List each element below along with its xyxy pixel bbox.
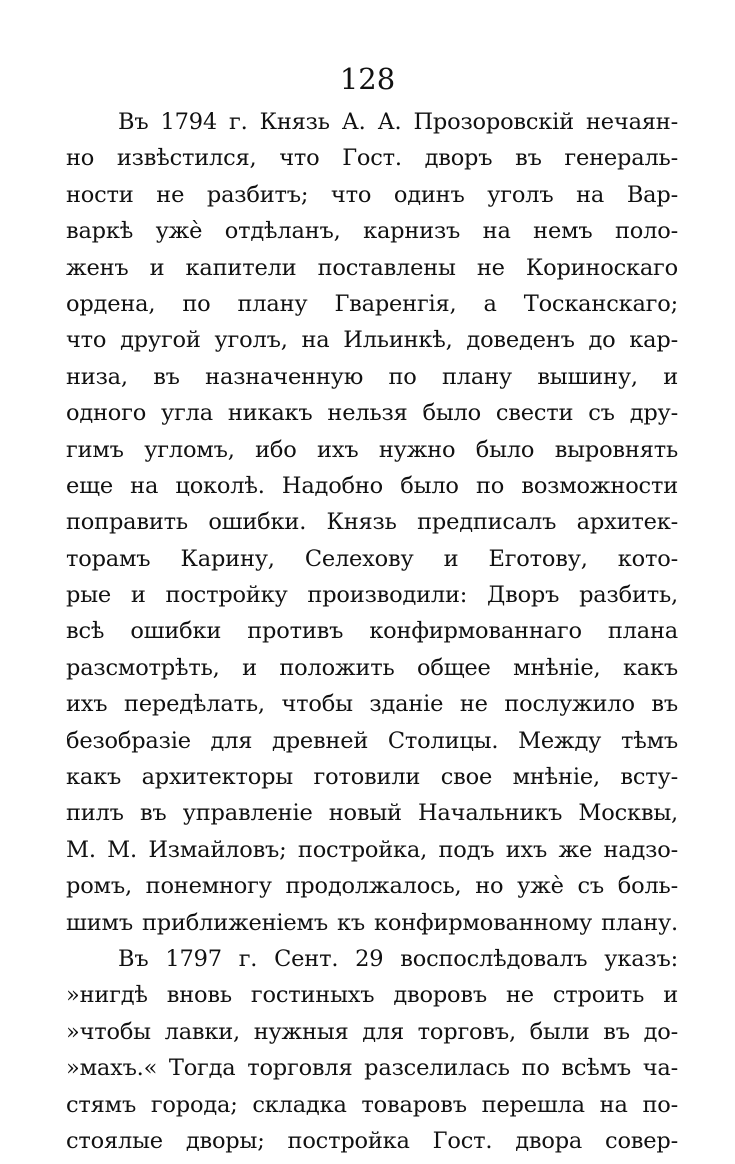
text-line: »нигдѣ вновь гостиныхъ дворовъ не строить и [66,982,678,1009]
text-line: Въ 1797 г. Сент. 29 воспослѣдовалъ указъ: [118,945,678,972]
text-line: что другой уголъ, на Ильинкѣ, доведенъ до кар- [66,327,678,354]
text-line: ности не разбитъ; что одинъ уголъ на Вар- [66,181,678,208]
text-line: пилъ въ управленіе новый Начальникъ Москвы, [66,800,678,827]
text-line: »чтобы лавки, нужныя для торговъ, были въ до- [66,1018,678,1045]
text-line: поправить ошибки. Князь предписалъ архитек- [66,509,678,536]
text-line: низа, въ назначенную по плану вышину, и [66,363,678,390]
text-line: »махъ.« Тогда торговля разселилась по всѣмъ ча- [66,1055,678,1082]
text-line: шимъ приближеніемъ къ конфирмованному плану. [66,909,678,936]
text-line: ихъ передѣлать, чтобы зданіе не послужило въ [66,691,678,718]
text-line: гимъ угломъ, ибо ихъ нужно было выровнять [66,436,678,463]
text-line: но извѣстился, что Гост. дворъ въ генераль- [66,145,678,172]
body-text [66,104,678,1159]
text-line: одного угла никакъ нельзя было свести съ дру- [66,400,678,427]
text-line: женъ и капители поставлены не Кориноскаго [66,254,678,281]
text-line: разсмотрѣть, и положить общее мнѣніе, какъ [66,654,678,681]
text-line: какъ архитекторы готовили свое мнѣніе, всту- [66,764,678,791]
text-line: ромъ, понемногу продолжалось, но ужѐ съ боль- [66,873,678,900]
text-line: ордена, по плану Гваренгія, а Тосканскаго; [66,290,678,317]
text-line: еще на цоколѣ. Надобно было по возможности [66,472,678,499]
text-line: рые и постройку производили: Дворъ разбить, [66,582,678,609]
page-number: 128 [339,62,396,96]
text-line: М. М. Измайловъ; постройка, подъ ихъ же надзо- [66,836,678,863]
text-line: стямъ города; складка товаровъ перешла на по- [66,1091,678,1118]
text-line: торамъ Карину, Селехову и Еготову, кото- [66,545,678,572]
text-line: варкѣ ужѐ отдѣланъ, карнизъ на немъ поло- [66,218,678,245]
text-line: Въ 1794 г. Князь А. А. Прозоровскій нечаян- [118,109,678,135]
text-line: безобразіе для древней Столицы. Между тѣмъ [66,727,678,754]
text-line: всѣ ошибки противъ конфирмованнаго плана [66,618,678,645]
text-line: стоялые дворы; постройка Гост. двора совер- [66,1127,678,1154]
